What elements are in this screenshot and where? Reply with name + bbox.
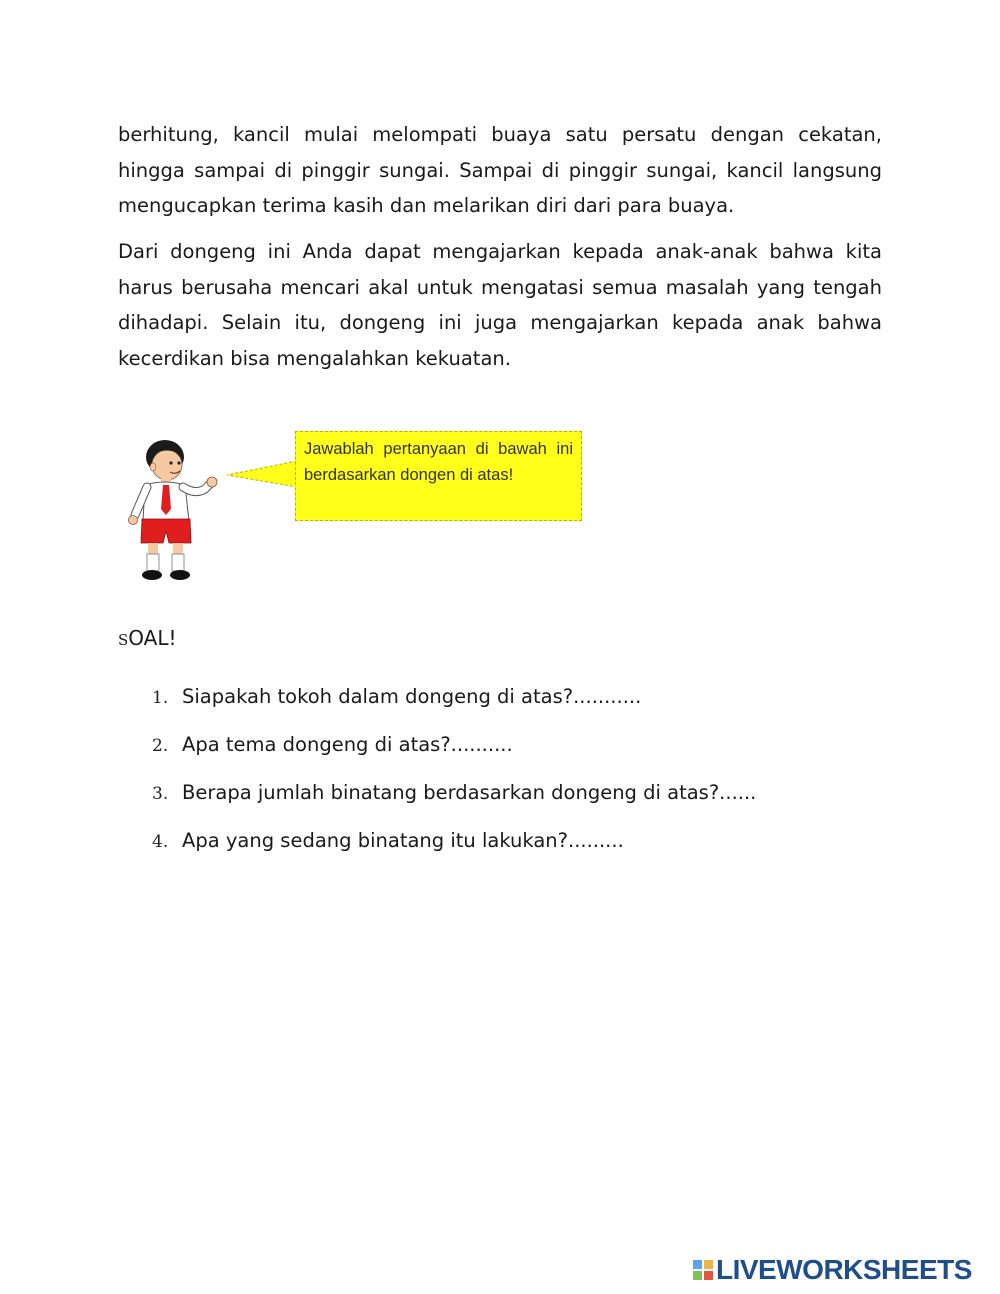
moral-paragraph: Dari dongeng ini Anda dapat mengajarkan kepada anak-anak bahwa kita harus berusaha mencari akal untuk mengatasi semua masalah yang tengah dihadapi. Selain itu, dongeng ini juga mengajarkan kepada anak bahwa kecerdikan bisa mengalahkan kekuatan.	[118, 240, 882, 370]
liveworksheets-logo-icon	[692, 1259, 714, 1281]
soal-heading	[118, 626, 177, 650]
question-number: 4.	[152, 832, 169, 852]
question-number: 3.	[152, 784, 169, 804]
question-item	[152, 680, 756, 728]
question-number: 2.	[152, 736, 169, 756]
question-number: 1.	[152, 688, 169, 708]
instruction-speech-bubble: Jawablah pertanyaan di bawah ini berdasarkan dongen di atas!	[295, 431, 582, 521]
question-item	[152, 824, 756, 872]
soal-heading-initial: S	[118, 631, 129, 649]
question-text: Apa yang sedang binatang itu lakukan?.........	[182, 829, 624, 852]
question-item	[152, 776, 756, 824]
question-text: Siapakah tokoh dalam dongeng di atas?...........	[182, 685, 642, 708]
story-paragraph-1: berhitung, kancil mulai melompati buaya satu persatu dengan cekatan, hingga sampai di pinggir sungai. Sampai di pinggir sungai, kancil langsung mengucapkan terima kasih dan melarikan diri dari para buaya.	[118, 123, 882, 217]
question-text: Apa tema dongeng di atas?..........	[182, 733, 513, 756]
soal-heading-rest: OAL!	[128, 626, 177, 650]
question-list	[152, 680, 756, 872]
liveworksheets-brand[interactable]	[692, 1253, 972, 1287]
question-item	[152, 728, 756, 776]
question-text: Berapa jumlah binatang berdasarkan dongeng di atas?......	[182, 781, 757, 804]
liveworksheets-wordmark: LIVEWORKSHEETS	[716, 1254, 972, 1285]
